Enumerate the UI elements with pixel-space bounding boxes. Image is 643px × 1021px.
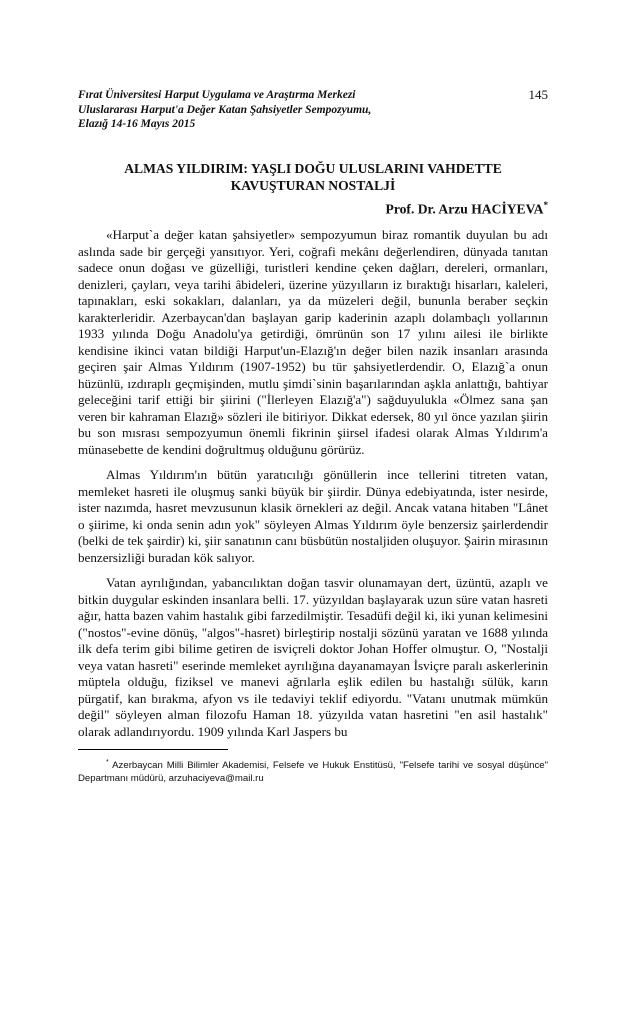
footnote-marker: * — [106, 759, 109, 767]
footnote — [78, 756, 548, 785]
running-header — [78, 88, 548, 132]
header-line-2: Uluslararası Harput'a Değer Katan Şahsiyetler Sempozyumu, — [78, 103, 372, 116]
title-line-2: KAVUŞTURAN NOSTALJİ — [230, 177, 396, 193]
author-footnote-marker: * — [543, 199, 548, 210]
header-line-3: Elazığ 14-16 Mayıs 2015 — [78, 118, 196, 130]
footnote-divider — [78, 749, 228, 750]
author-line — [78, 200, 548, 218]
title-line-1: ALMAS YILDIRIM: YAŞLI DOĞU ULUSLARINI VAHDETTE — [124, 160, 502, 176]
header-line-1: Fırat Üniversitesi Harput Uygulama ve Araştırma Merkezi — [78, 89, 356, 101]
body-paragraph-3: Vatan ayrılığından, yabancılıktan doğan tasvir olunamayan dert, üzüntü, azaplı ve bitkin duygular eskinden insanlara belli. 17. yüzyıldan başlayarak uzun süre vatan hasreti ağır, hatta bazen vahim hastalık gibi farzedilmiştir. Tesadüfi değil ki, iki yunan kelimesini ("nostos"-evine dönüş, "algos"-hasret) birleştirip nostalji sözünü yaratan ve 1688 yılında ilk defa terim gibi bilime getiren de isviçreli doktor Johan Hoffer olmuştur. O, "Nostalji veya vatan hasreti" eserinde memleket ayrılığına dayanamayan İsviçre paralı askerlerinin müptela olduğu, fiziksel ve manevi ağrılarla eşlik edilen bu hastalığı sülük, karın pürgatif, kan bırakma, afyon vs ile tedaviyi teklif ediyordu. "Vatanı unutmak mümkün değil" söyleyen alman filozofu Haman 18. yüzyılda vatan hasretini "en asil hastalık" olarak adlandırıyordu. 1909 yılında Karl Jaspers bu — [78, 575, 548, 739]
footnote-text: Azerbaycan Milli Bilimler Akademisi, Felsefe ve Hukuk Enstitüsü, "Felsefe tarihi ve sosyal düşünce" Departmanı müdürü, arzuhaciyeva@mail.ru — [78, 760, 548, 785]
body-paragraph-2: Almas Yıldırım'ın bütün yaratıcılığı gönüllerin ince tellerini titreten vatan, memleket hasreti ile oluşmuş sanki büyük bir şiirdir. Dünya edebiyatında, ister nesirde, ister nazımda, hasret mevzusunun klasik örnekleri az değil. Ancak vatana hitaben "Lânet o şiirime, ki onda senin adın yok" söyleyen Almas Yıldırım öyle benzersiz şairlerdendir (belki de tek şairdir) ki, şiir sanatının canı büsbütün nostaljiden oluşuyor. Şairin mirasının benzersizliği buradan kök salıyor. — [78, 467, 548, 565]
body-paragraph-1: «Harput`a değer katan şahsiyetler» sempozyumun biraz romantik duyulan bu adı aslında sade bir gerçeği yansıtıyor. Yeri, coğrafi mekânı değerlendiren, dünyada tanıtan sadece onun doğası ve güzelliği, turistleri kendine çeken dağları, dereleri, ormanları, denizleri, çayları, veya tarihi âbideleri, üzerine yüzyılların iz bıraktığı hisarları, kaleleri, tapınakları, eski sokakları, dalanları, ya da müzeleri değil, bununla beraber seçkin karakterleridir. Azerbaycan'dan başlayan garip kaderinin azaplı dolambaçlı yollarının 1933 yılında Doğu Anadolu'ya getirdiği, ömrünün son 17 yılını ailesi ile birlikte kendisine ikinci vatan bildiği Harput'un-Elazığ'ın değer bilen nazik insanları arasında geçiren şair Almas Yıldırım (1907-1952) bu tür şahsiyetlerdendir. O, Elazığ`a onun hüzünlü, ızdıraplı geçmişinden, mutlu şimdi`sinin başarılarından aşkla anlattığı, bahtiyar geleceğini tarif ettiği bir şiirini ("İlerleyen Elazığ'a") sağduyulukla «Ölmez sana şan veren bir kahraman Elazığ» sözleri ile bitiriyor. Dikkat edersek, 80 yıl önce yazılan şiirin bu son mısrası sempozyumun önemli fikrinin şiirsel ifadesi olarak Almas Yıldırım'a münasebette de kendini doğrultmuş olduğunu görürüz. — [78, 227, 548, 457]
document-page — [78, 88, 548, 785]
page-number: 145 — [528, 87, 548, 102]
article-title — [78, 160, 548, 194]
author-name: Prof. Dr. Arzu HACİYEVA — [385, 201, 544, 217]
